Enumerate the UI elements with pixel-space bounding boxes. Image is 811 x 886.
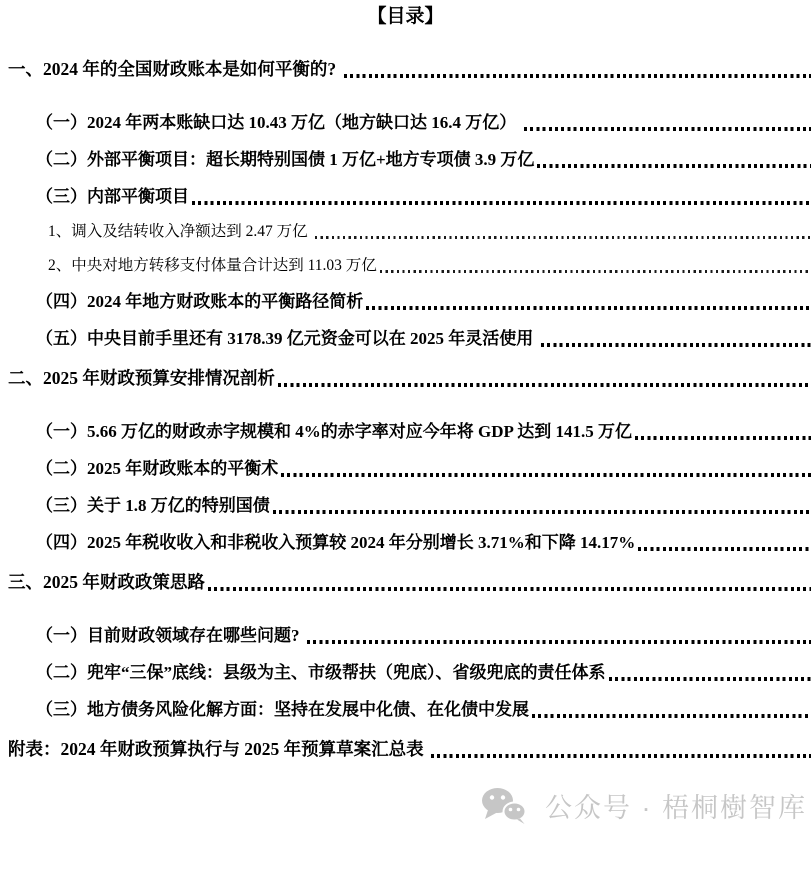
toc-entry-label: （二）兜牢“三保”底线：县级为主、市级帮扶（兜底）、省级兜底的责任体系: [36, 664, 606, 681]
toc-entry[interactable]: [8, 317, 811, 354]
dot-leader: [380, 270, 811, 273]
toc-entry-label: （三）地方债务风险化解方面：坚持在发展中化债、在化债中发展: [36, 701, 529, 718]
dot-leader: [635, 436, 811, 439]
toc-entry-label: （一）目前财政领域存在哪些问题?: [36, 627, 304, 644]
toc-entry[interactable]: [8, 521, 811, 558]
dot-leader: [208, 587, 811, 590]
dot-leader: [537, 164, 811, 167]
dot-leader: [278, 383, 811, 386]
toc-entry-label: （二）外部平衡项目：超长期特别国债 1 万亿+地方专项债 3.9 万亿: [36, 151, 534, 168]
dot-leader: [366, 306, 811, 309]
toc-entry[interactable]: [8, 614, 811, 651]
toc-entry[interactable]: [8, 728, 811, 765]
toc-entry[interactable]: [8, 175, 811, 212]
toc-entry-label: （二）2025 年财政账本的平衡术: [36, 460, 278, 477]
toc-entry-label: 一、2024 年的全国财政账本是如何平衡的?: [8, 61, 341, 79]
page-title: 【目录】: [0, 6, 811, 28]
toc-entry[interactable]: [8, 688, 811, 725]
dot-leader: [609, 677, 811, 680]
dot-leader: [541, 343, 811, 346]
toc-entry[interactable]: [8, 561, 811, 598]
toc-entry[interactable]: [8, 246, 811, 280]
dot-leader: [315, 236, 811, 239]
toc-entry-label: （四）2024 年地方财政账本的平衡路径简析: [36, 293, 363, 310]
toc-entry[interactable]: [8, 410, 811, 447]
toc-entry-label: （三）关于 1.8 万亿的特别国债: [36, 497, 270, 514]
toc-entry-label: 1、调入及结转收入净额达到 2.47 万亿: [48, 224, 312, 240]
toc-entry[interactable]: [8, 484, 811, 521]
toc-entry[interactable]: [8, 357, 811, 394]
toc-entry[interactable]: [8, 48, 811, 85]
toc-entry-label: （一）2024 年两本账缺口达 10.43 万亿（地方缺口达 16.4 万亿）: [36, 114, 521, 131]
toc-entry-label: （五）中央目前手里还有 3178.39 亿元资金可以在 2025 年灵活使用: [36, 330, 538, 347]
dot-leader: [532, 714, 811, 717]
dot-leader: [431, 754, 811, 757]
dot-leader: [638, 547, 811, 550]
toc-entry[interactable]: [8, 280, 811, 317]
toc-list: [0, 48, 811, 765]
toc-entry[interactable]: [8, 101, 811, 138]
toc-entry-label: 三、2025 年财政政策思路: [8, 574, 205, 592]
toc-entry[interactable]: [8, 138, 811, 175]
dot-leader: [273, 510, 811, 513]
toc-entry-label: 2、中央对地方转移支付体量合计达到 11.03 万亿: [48, 258, 377, 274]
toc-page: [0, 6, 811, 765]
dot-leader: [307, 640, 811, 643]
toc-entry-label: （四）2025 年税收收入和非税收入预算较 2024 年分别增长 3.71%和下降 14.17%: [36, 534, 635, 551]
toc-entry-label: 二、2025 年财政预算安排情况剖析: [8, 370, 275, 388]
watermark-text: 公众号 · 梧桐樹智库: [545, 786, 807, 825]
dot-leader: [344, 74, 811, 77]
dot-leader: [281, 473, 811, 476]
toc-entry-label: （一）5.66 万亿的财政赤字规模和 4%的赤字率对应今年将 GDP 达到 141.5 万亿: [36, 423, 632, 440]
toc-entry-label: （三）内部平衡项目: [36, 188, 189, 205]
toc-entry-label: 附表：2024 年财政预算执行与 2025 年预算草案汇总表: [8, 741, 428, 759]
toc-entry[interactable]: [8, 447, 811, 484]
toc-entry[interactable]: [8, 651, 811, 688]
toc-entry[interactable]: [8, 212, 811, 246]
dot-leader: [192, 201, 811, 204]
dot-leader: [524, 127, 811, 130]
